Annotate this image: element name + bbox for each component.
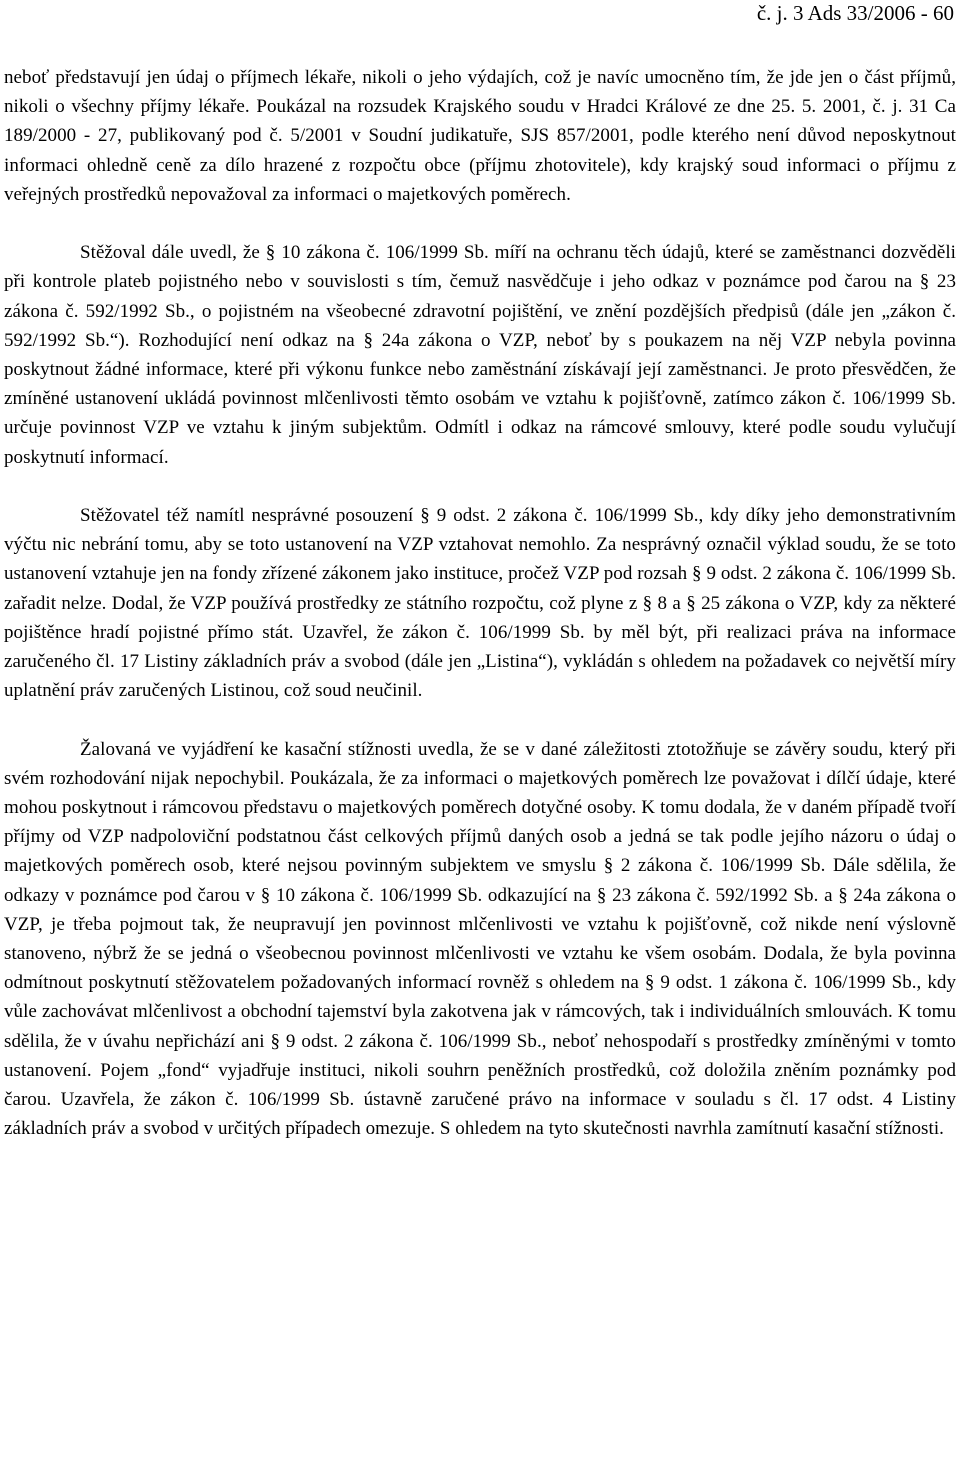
paragraph-gap bbox=[4, 705, 956, 734]
document-body bbox=[4, 63, 956, 1143]
paragraph-gap bbox=[4, 209, 956, 238]
paragraph-defendant-response: Žalovaná ve vyjádření ke kasační stížnosti uvedla, že se v dané záležitosti ztotožňuje se závěry soudu, který při svém rozhodování nijak nepochybil. Poukázala, že za informaci o majetkových poměrech lze považovat i dílčí údaje, které mohou poskytnout i rámcovou představu o majetkových poměrech dotyčné osoby. K tomu dodala, že v daném případě tvoří příjmy od VZP nadpoloviční podstatnou část celkových příjmů daných osob a jedná se tak podle jejího názoru o údaj o majetkových poměrech osob, které nejsou povinným subjektem ve smyslu § 2 zákona č. 106/1999 Sb. Dále sdělila, že odkazy v poznámce pod čarou v § 10 zákona č. 106/1999 Sb. odkazující na § 23 zákona č. 592/1992 Sb. a § 24a zákona o VZP, je třeba pojmout tak, že neupravují jen povinnost mlčenlivosti ve vztahu k pojišťovně, což nikde není výslovně stanoveno, nýbrž že se jedná o všeobecnou povinnost mlčenlivosti ve vztahu ke všem osobám. Dodala, že byla povinna odmítnout poskytnutí stěžovatelem požadovaných informací rovněž s ohledem na § 9 odst. 1 zákona č. 106/1999 Sb., kdy vůle zachovávat mlčenlivost a obchodní tajemství byla zakotvena jak v rámcových, tak i individuálních smlouvách. K tomu sdělila, že v úvahu nepřichází ani § 9 odst. 2 zákona č. 106/1999 Sb., neboť nehospodaří s prostředky zmíněnými v tomto ustanovení. Pojem „fond“ vyjadřuje instituci, nikoli souhrn peněžních prostředků, což doložila zněním poznámky pod čarou. Uzavřela, že zákon č. 106/1999 Sb. ústavně zaručené právo na informace v souladu s čl. 17 odst. 4 Listiny základních práv a svobod v určitých případech omezuje. S ohledem na tyto skutečnosti navrhla zamítnutí kasační stížnosti. bbox=[4, 738, 956, 1140]
paragraph-complaint-section-9: Stěžovatel též namítl nesprávné posouzení § 9 odst. 2 zákona č. 106/1999 Sb., kdy díky jeho demonstrativním výčtu nic nebrání tomu, aby se toto ustanovení na VZP vztahovat nemohlo. Za nesprávný označil výklad soudu, že se toto ustanovení vztahuje jen na fondy zřízené zákonem jako instituce, pročež VZP pod rozsah § 9 odst. 2 zákona č. 106/1999 Sb. zařadit nelze. Dodal, že VZP používá prostředky ze státního rozpočtu, což plyne z § 8 a § 25 zákona o VZP, kdy za některé pojištěnce hradí pojistné přímo stát. Uzavřel, že zákon č. 106/1999 Sb. by měl být, při realizaci práva na informace zaručeného čl. 17 Listiny základních práv a svobod (dále jen „Listina“), vykládán s ohledem na požadavek co největší míry uplatnění práv zaručených Listinou, což soud neučinil. bbox=[4, 505, 956, 702]
paragraph-gap bbox=[4, 472, 956, 501]
case-reference-header: č. j. 3 Ads 33/2006 - 60 bbox=[756, 1, 954, 25]
paragraph-continuation: neboť představují jen údaj o příjmech lékaře, nikoli o jeho výdajích, což je navíc umocněno tím, že jde jen o část příjmů, nikoli o všechny příjmy lékaře. Poukázal na rozsudek Krajského soudu v Hradci Králové ze dne 25. 5. 2001, č. j. 31 Ca 189/2000 - 27, publikovaný pod č. 5/2001 v Soudní judikatuře, SJS 857/2001, podle kterého není důvod neposkytnout informaci ohledně ceně za dílo hrazené z rozpočtu obce (příjmu zhotovitele), kdy krajský soud informaci o příjmu z veřejných prostředků nepovažoval za informaci o majetkových poměrech. bbox=[4, 67, 956, 205]
paragraph-complaint-section-10: Stěžoval dále uvedl, že § 10 zákona č. 106/1999 Sb. míří na ochranu těch údajů, které se zaměstnanci dozvěděli při kontrole plateb pojistného nebo v souvislosti s tím, čemuž nasvědčuje i jeho odkaz v poznámce pod čarou na § 23 zákona č. 592/1992 Sb., o pojistném na všeobecné zdravotní pojištění, ve znění pozdějších předpisů (dále jen „zákon č. 592/1992 Sb.“). Rozhodující není odkaz na § 24a zákona o VZP, neboť by s poukazem na něj VZP nebyla povinna poskytnout žádné informace, které při výkonu funkce nebo zaměstnání získávají její zaměstnanci. Je proto přesvědčen, že zmíněné ustanovení ukládá povinnost mlčenlivosti těmto osobám ve vztahu k pojišťovně, zatímco zákon č. 106/1999 Sb. určuje povinnost VZP ve vztahu k jiným subjektům. Odmítl i odkaz na rámcové smlouvy, které podle soudu vylučují poskytnutí informací. bbox=[4, 242, 956, 468]
